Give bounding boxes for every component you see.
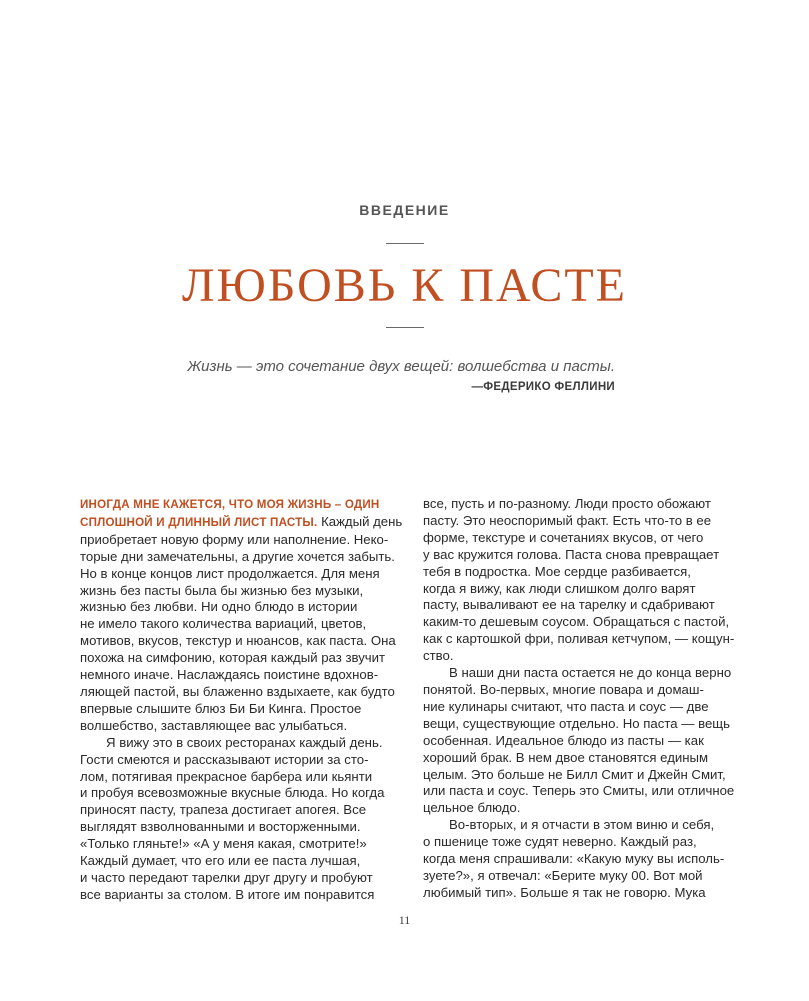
body-column-right [423, 496, 735, 902]
divider-top [386, 243, 424, 244]
body-line: пасту. Это неоспоримый факт. Есть что-то в ее [423, 512, 712, 528]
epigraph-quote: Жизнь — это сочетание двух вещей: волшебства и пасты. [187, 358, 615, 375]
body-line: зуете?», я отвечал: «Берите муку 00. Вот мой [423, 867, 703, 883]
body-line: мотивов, вкусов, текстур и нюансов, как паста. Она [80, 633, 396, 649]
body-line: не имело такого количества вариаций, цветов, [80, 616, 367, 632]
chapter-title: ЛЮБОВЬ К ПАСТЕ [182, 259, 627, 312]
body-line: впервые слышите блюз Би Би Кинга. Простое [80, 700, 362, 716]
body-line: все варианты за столом. В итоге им понравится [80, 886, 375, 902]
paragraph-start: Во-вторых, и я отчасти в этом виню и себя, [449, 817, 715, 833]
body-line: жизнью без любви. Ни одно блюдо в истории [80, 599, 358, 615]
body-line: ляющей пастой, вы блаженно вздыхаете, как будто [80, 683, 395, 699]
body-line: пасту, вываливают ее на тарелку и сдабривают [423, 597, 715, 613]
body-line: все, пусть и по-разному. Люди просто обожают [423, 496, 711, 511]
section-kicker: ВВЕДЕНИЕ [359, 202, 450, 218]
body-line: выглядят взволнованными и восторженными. [80, 819, 361, 835]
body-line: у вас кружится голова. Паста снова превращает [423, 546, 720, 562]
body-line [80, 513, 403, 532]
body-line: или паста и соус. Теперь это Смиты, или отличное [423, 783, 735, 799]
body-line: ство. [423, 648, 454, 664]
body-line: приносят пасту, трапеза достигает апогея. Все [80, 802, 367, 818]
body-line: целым. Это больше не Билл Смит и Джейн Смит, [423, 766, 726, 782]
body-line: жизнь без пасты была бы жизнью без музыки, [80, 582, 364, 598]
body-line: Каждый думает, что его или ее паста лучшая, [80, 853, 361, 869]
body-line: вещи, существующие отдельно. Но паста — вещь [423, 715, 731, 731]
body-line: тебя в подростка. Мое сердце разбивается, [423, 563, 691, 579]
body-line: и часто передают тарелки друг другу и пробуют [80, 869, 373, 885]
body-line: «Только гляньте!» «А у меня какая, смотрите!» [80, 836, 367, 852]
lead-in-text: СПЛОШНОЙ И ДЛИННЫЙ ЛИСТ ПАСТЫ. [80, 515, 318, 529]
body-line: особенная. Идеальное блюдо из пасты — как [423, 732, 704, 748]
body-line: как с картошкой фри, поливая кетчупом, — кощун- [423, 631, 735, 647]
body-line: волшебство, заставляющее вас улыбаться. [80, 717, 348, 733]
body-line: приобретает новую форму или наполнение. Неко- [80, 531, 389, 547]
body-line: цельное блюдо. [423, 800, 521, 816]
body-text: Каждый день [317, 513, 403, 529]
lead-in-text: ИНОГДА МНЕ КАЖЕТСЯ, ЧТО МОЯ ЖИЗНЬ – ОДИН [80, 498, 380, 511]
body-line: Но в конце концов лист продолжается. Для меня [80, 565, 380, 581]
epigraph-attribution: —ФЕДЕРИКО ФЕЛЛИНИ [471, 381, 615, 393]
body-line: форме, текстуре и сочетаниях вкусов, от чего [423, 529, 704, 545]
body-line: торые дни замечательны, а другие хочется забыть. [80, 548, 395, 564]
body-line: понятой. Во-первых, многие повара и домаш- [423, 681, 704, 697]
body-line: когда я вижу, как люди слишком долго варят [423, 580, 696, 596]
body-line: ние кулинары считают, что паста и соус — две [423, 698, 709, 714]
body-line: лом, потягивая прекрасное барбера или кьянти [80, 768, 373, 784]
body-line: хороший брак. В нем двое становятся единым [423, 749, 709, 765]
body-line: каким-то дешевым соусом. Обращаться с пастой, [423, 614, 730, 630]
body-line: похожа на симфонию, которая каждый раз звучит [80, 650, 386, 666]
body-line: о пшенице тоже судят неверно. Каждый раз, [423, 834, 697, 850]
body-line: немного иначе. Наслаждаясь поистине вдохнов- [80, 667, 379, 683]
paragraph-start: В наши дни паста остается не до конца верно [449, 665, 732, 681]
divider-bottom [386, 327, 424, 328]
body-line: любимый тип». Больше я так не говорю. Мука [423, 884, 706, 900]
body-line: когда меня спрашивали: «Какую муку вы исполь- [423, 851, 725, 867]
body-line [80, 496, 385, 514]
body-column-left [80, 496, 403, 904]
page-number: 11 [398, 913, 411, 927]
body-line: Гости смеются и рассказывают истории за сто- [80, 751, 369, 767]
body-line: и пробуя всевозможные вкусные блюда. Но когда [80, 785, 385, 801]
paragraph-start: Я вижу это в своих ресторанах каждый день. [106, 734, 383, 750]
